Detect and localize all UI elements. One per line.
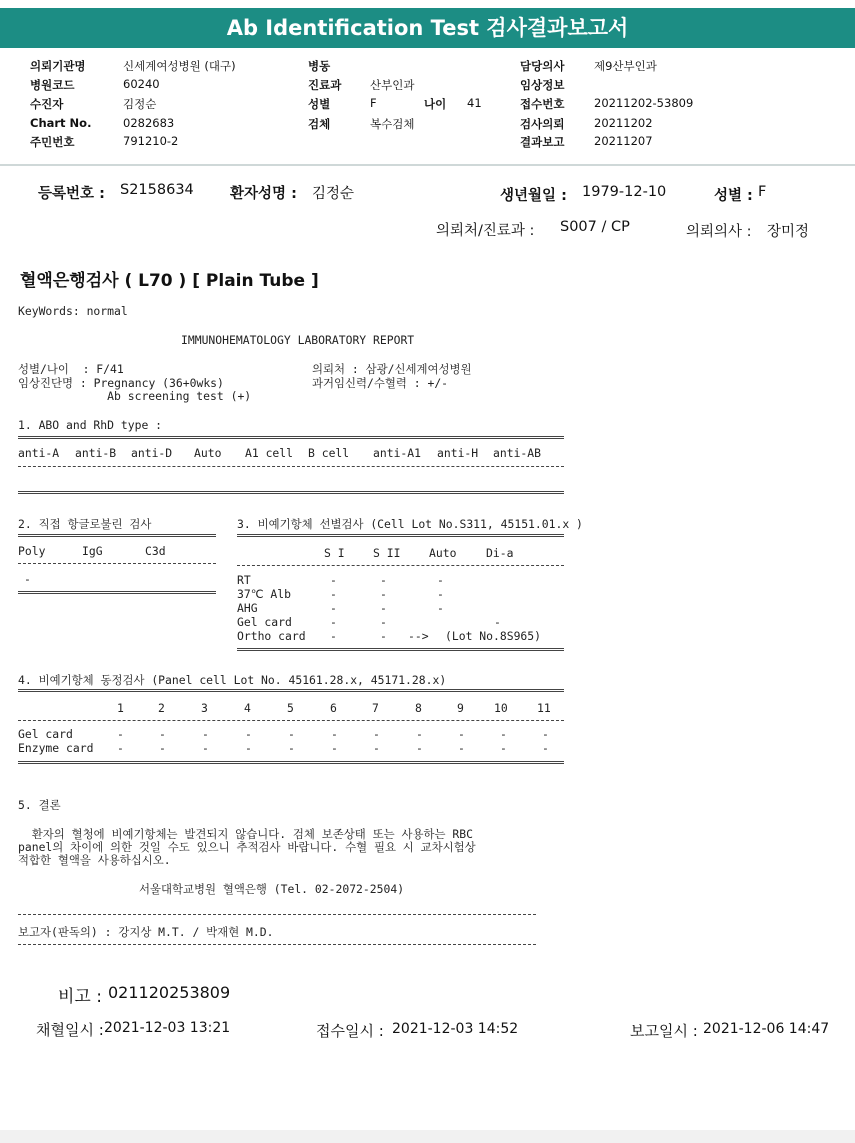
abo-header-anti-b: anti-B — [75, 446, 117, 460]
remark-value: 021120253809 — [108, 983, 231, 1002]
rule — [18, 436, 564, 439]
abo-header-anti-ab: anti-AB — [493, 446, 542, 460]
panel-header: 9 — [457, 701, 464, 715]
report-label: 보고일시 : — [630, 1022, 698, 1040]
panel-cell: - — [458, 741, 465, 755]
screen-cell: - — [330, 629, 337, 643]
conclusion-line-3: 적합한 혈액을 사용하십시오. — [18, 853, 171, 867]
panel-cell: - — [159, 727, 166, 741]
panel-cell: - — [458, 727, 465, 741]
screen-cell: - — [380, 601, 387, 615]
panel-header: 8 — [415, 701, 422, 715]
dat-header-c3d: C3d — [145, 544, 166, 558]
panel-cell: - — [331, 741, 338, 755]
collect-value: 2021-12-03 13:21 — [104, 1020, 231, 1036]
info-history: 과거임신력/수혈력 : +/- — [312, 376, 449, 390]
section-title: 혈액은행검사 ( L70 ) [ Plain Tube ] — [20, 271, 319, 291]
receipt-no-value: 20211202-53809 — [594, 96, 694, 110]
receipt-value: 2021-12-03 14:52 — [392, 1021, 519, 1037]
conclusion-line-1: 환자의 혈청에 비예기항체는 발견되지 않습니다. 검체 보존상태 또는 사용하는 RBC — [18, 827, 473, 841]
hospital-code-value: 60240 — [123, 77, 160, 91]
result-report-value: 20211207 — [594, 134, 653, 148]
panel-header: 10 — [494, 701, 508, 715]
panel-cell: - — [500, 741, 507, 755]
panel-cell: - — [416, 741, 423, 755]
hospital-name-value: 신세계여성병원 (대구) — [123, 59, 236, 73]
screen-cell: --> — [408, 629, 429, 643]
patient-label: 수진자 — [30, 97, 64, 111]
panel-cell: - — [245, 727, 252, 741]
panel-cell: - — [288, 741, 295, 755]
panel-header: 7 — [372, 701, 379, 715]
panel-cell: - — [202, 727, 209, 741]
screen-cell: - — [437, 587, 444, 601]
screen-header-auto: Auto — [429, 546, 457, 560]
screen-row-label: AHG — [237, 601, 258, 615]
collect-label: 채혈일시 : — [36, 1021, 104, 1039]
ward-label: 병동 — [308, 59, 331, 73]
remark-label: 비고 : — [58, 987, 102, 1007]
rule — [237, 565, 564, 566]
panel-header: 2 — [158, 701, 165, 715]
dat-value: - — [24, 572, 31, 586]
dat-header-igg: IgG — [82, 544, 103, 558]
panel-header: 3 — [201, 701, 208, 715]
panel-cell: - — [202, 741, 209, 755]
institution: 서울대학교병원 혈액은행 (Tel. 02-2072-2504) — [139, 882, 405, 896]
panel-cell: - — [373, 741, 380, 755]
screen-cell: - — [494, 615, 501, 629]
panel-cell: - — [542, 741, 549, 755]
panel-header: 1 — [117, 701, 124, 715]
hospital-name-label: 의뢰기관명 — [30, 59, 86, 73]
panel-header: 11 — [537, 701, 551, 715]
department-value: 산부인과 — [370, 78, 415, 92]
patient-sex-value: F — [758, 184, 767, 200]
screen-cell: - — [330, 601, 337, 615]
resident-no-label: 주민번호 — [30, 135, 75, 149]
abo-header-b-cell: B cell — [308, 446, 350, 460]
rule — [18, 944, 536, 945]
birth-value: 1979-12-10 — [582, 184, 667, 200]
conclusion-line-2: panel의 차이에 의한 것일 수도 있으니 추적검사 바랍니다. 수혈 필요 시 교차시험상 — [18, 840, 476, 854]
panel-header: 6 — [330, 701, 337, 715]
panel-row-label: Gel card — [18, 727, 73, 741]
section2-title: 2. 직접 항글로불린 검사 — [18, 517, 152, 531]
dat-header-poly: Poly — [18, 544, 46, 558]
panel-cell: - — [416, 727, 423, 741]
patient-name-label: 환자성명 : — [230, 186, 297, 202]
panel-cell: - — [500, 727, 507, 741]
doctor-label: 담당의사 — [520, 59, 565, 73]
panel-cell: - — [159, 741, 166, 755]
info-diagnosis-2: Ab screening test (+) — [18, 389, 252, 403]
info-referrer: 의뢰처 : 삼광/신세계여성병원 — [312, 362, 472, 376]
section3-title: 3. 비예기항체 선별검사 (Cell Lot No.S311, 45151.01.x ) — [237, 517, 583, 531]
patient-name-value: 김정순 — [312, 186, 355, 202]
screen-row-label: Gel card — [237, 615, 292, 629]
department-label: 진료과 — [308, 78, 342, 92]
abo-header-anti-a: anti-A — [18, 446, 60, 460]
report-value: 2021-12-06 14:47 — [703, 1021, 830, 1037]
rule — [18, 689, 564, 692]
dept-label: 의뢰처/진료과 : — [436, 223, 535, 239]
panel-cell: - — [245, 741, 252, 755]
test-request-value: 20211202 — [594, 116, 653, 130]
dept-value: S007 / CP — [560, 219, 630, 235]
chart-no-value: 0282683 — [123, 116, 175, 130]
reg-no-label: 등록번호 : — [38, 186, 105, 202]
screen-cell: - — [380, 615, 387, 629]
hospital-code-label: 병원코드 — [30, 78, 75, 92]
clinical-info-label: 임상정보 — [520, 78, 565, 92]
panel-cell: - — [288, 727, 295, 741]
screen-cell: - — [437, 601, 444, 615]
sex-value: F — [370, 96, 377, 110]
rule — [18, 466, 564, 467]
abo-header-auto: Auto — [194, 446, 222, 460]
rule — [18, 491, 564, 494]
screen-cell: - — [330, 573, 337, 587]
rule — [18, 914, 536, 915]
screen-cell: - — [330, 615, 337, 629]
screen-header-dia: Di-a — [486, 546, 514, 560]
screen-header-s2: S II — [373, 546, 401, 560]
panel-header: 5 — [287, 701, 294, 715]
report-title: Ab Identification Test 검사결과보고서 — [0, 8, 855, 48]
screen-cell: - — [380, 629, 387, 643]
sex-label: 성별 — [308, 97, 331, 111]
panel-row-label: Enzyme card — [18, 741, 94, 755]
section4-title: 4. 비예기항체 동정검사 (Panel cell Lot No. 45161.28.x, 45171.28.x) — [18, 673, 447, 687]
screen-row-label: RT — [237, 573, 251, 587]
screen-cell: - — [380, 587, 387, 601]
age-label: 나이 — [424, 97, 447, 111]
panel-cell: - — [117, 727, 124, 741]
screen-header-s1: S I — [324, 546, 345, 560]
info-sex-age: 성별/나이 : F/41 — [18, 362, 124, 376]
chart-no-label: Chart No. — [30, 116, 92, 130]
reg-no-value: S2158634 — [120, 182, 194, 198]
info-diagnosis: 임상진단명 : Pregnancy (36+0wks) — [18, 376, 224, 390]
patient-sex-label: 성별 : — [714, 188, 753, 204]
panel-cell: - — [117, 741, 124, 755]
panel-cell: - — [373, 727, 380, 741]
age-value: 41 — [467, 96, 482, 110]
reporter: 보고자(판독의) : 강지상 M.T. / 박재현 M.D. — [18, 925, 274, 939]
ref-doctor-label: 의뢰의사 : — [686, 224, 752, 240]
keywords: KeyWords: normal — [18, 304, 128, 318]
screen-cell: - — [330, 587, 337, 601]
section1-title: 1. ABO and RhD type : — [18, 418, 163, 432]
panel-cell: - — [542, 727, 549, 741]
rule — [18, 720, 564, 721]
abo-header-anti-a1: anti-A1 — [373, 446, 422, 460]
rule — [237, 534, 564, 537]
rule — [18, 761, 564, 764]
resident-no-value: 791210-2 — [123, 134, 179, 148]
rule — [237, 648, 564, 651]
doctor-value: 제9산부인과 — [594, 59, 657, 73]
result-report-label: 결과보고 — [520, 135, 565, 149]
specimen-label: 검체 — [308, 117, 331, 131]
rule — [18, 563, 216, 564]
test-request-label: 검사의뢰 — [520, 117, 565, 131]
panel-header: 4 — [244, 701, 251, 715]
birth-label: 생년월일 : — [500, 188, 567, 204]
ref-doctor-value: 장미정 — [767, 224, 810, 240]
screen-cell: - — [437, 573, 444, 587]
panel-cell: - — [331, 727, 338, 741]
lab-report-title: IMMUNOHEMATOLOGY LABORATORY REPORT — [181, 333, 415, 347]
patient-value: 김정순 — [123, 97, 157, 111]
abo-header-anti-d: anti-D — [131, 446, 173, 460]
screen-cell: (Lot No.8S965) — [445, 629, 542, 643]
section5-title: 5. 결론 — [18, 798, 61, 812]
receipt-label: 접수일시 : — [316, 1022, 384, 1040]
screen-row-label: 37℃ Alb — [237, 587, 291, 601]
receipt-no-label: 접수번호 — [520, 97, 565, 111]
rule — [18, 591, 216, 594]
screen-cell: - — [380, 573, 387, 587]
rule — [18, 534, 216, 537]
abo-header-a1-cell: A1 cell — [245, 446, 294, 460]
abo-header-anti-h: anti-H — [437, 446, 479, 460]
specimen-value: 복수검체 — [370, 117, 415, 131]
screen-row-label: Ortho card — [237, 629, 306, 643]
header-separator — [0, 164, 855, 166]
